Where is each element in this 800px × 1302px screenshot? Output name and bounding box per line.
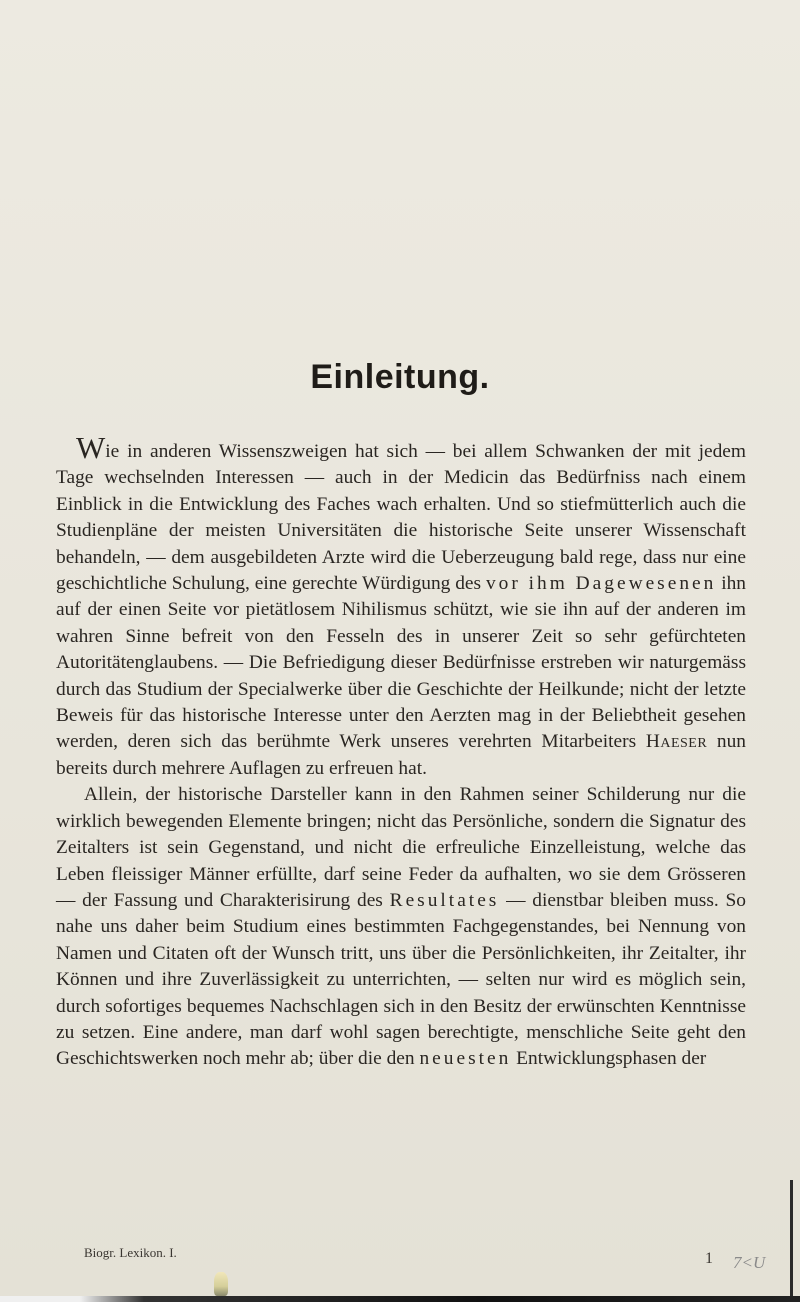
chapter-heading: Einleitung. [310, 358, 490, 396]
paragraph-1-text-c: ihn auf der einen Seite vor pietätlosem Nihilismus schützt, wie sie ihn auf der anderen im wahren Sinne befreit von den Fesseln des in unserer Zeit so sehr gefürchteten Autoritätenglaubens. — Die Befriedigung dieser Bedürfnisse erstreben wir naturgemäss durch das Studium der Specialwerke über die Geschichte der Heilkunde; nicht der letzte Beweis für das historische Interesse unter den Aerzten mag in der Beliebtheit gesehen werden, deren sich das berühmte Werk unseres verehrten Mitarbeiters [56, 573, 746, 753]
paragraph-1-text-a: ie in anderen Wissenszweigen hat sich — bei allem Schwanken der mit jedem Tage wechselnden Interessen — auch in der Medicin das Bedürfniss nach einem Einblick in die Entwicklung des Faches wach erhalten. Und so stiefmütterlich auch die Studienpläne der meisten Universitäten die historische Seite unserer Wissenschaft behandeln, — dem ausgebildeten Arzte wird die Ueberzeugung bald rege, dass nur eine geschichtliche Schulung, eine gerechte Würdigung des [56, 441, 746, 595]
paragraph-1 [56, 430, 746, 782]
author-name-haeser: Haeser [645, 731, 708, 753]
scan-artifact-blot [214, 1272, 228, 1296]
handwritten-note: 7<U [733, 1253, 766, 1272]
emphasis-resultates: Resultates [389, 889, 500, 911]
drop-cap: W [76, 430, 106, 465]
emphasis-vor-ihm-dagewesenen: vor ihm Dagewesenen [485, 573, 717, 595]
emphasis-neuesten: neuesten [419, 1048, 512, 1070]
body-text [56, 430, 746, 1073]
scan-bottom-edge [0, 1296, 800, 1302]
page-number: 1 [705, 1250, 713, 1267]
scan-edge-shadow [790, 1180, 793, 1296]
paragraph-2-text-e: Entwicklungsphasen der [516, 1048, 707, 1070]
paragraph-2-text-c: — dienstbar bleiben muss. So nahe uns daher beim Studium eines bestimmten Fachgegenstandes, bei Nennung von Namen und Citaten oft der Wunsch tritt, uns über die Persönlichkeiten, ihr Zeitalter, ihr Können und ihre Zuverlässigkeit zu unterrichten, — selten nur wird es möglich sein, durch sofortiges bequemes Nachschlagen sich in den Besitz der erwünschten Kenntnisse zu setzen. Eine andere, man darf wohl sagen berechtigte, menschliche Seite geht den Geschichtswerken noch mehr ab; über die den [56, 889, 746, 1070]
paragraph-1-text-e: nun bereits durch mehrere Auflagen zu erfreuen hat. [56, 731, 746, 779]
paragraph-2-text-a: Allein, der historische Darsteller kann in den Rahmen seiner Schilderung nur die wirklich bewegenden Elemente bringen; nicht das Persönliche, sondern die Signatur des Zeitalters ist sein Gegenstand, und nicht die erfreuliche Einzelleistung, welche das Leben fleissiger Männer erfüllte, darf seine Feder da aufhalten, wo sie dem Grösseren — der Fassung und Charakterisirung des [56, 784, 746, 911]
paragraph-2 [56, 782, 746, 1072]
signature-mark: Biogr. Lexikon. I. [84, 1245, 177, 1260]
